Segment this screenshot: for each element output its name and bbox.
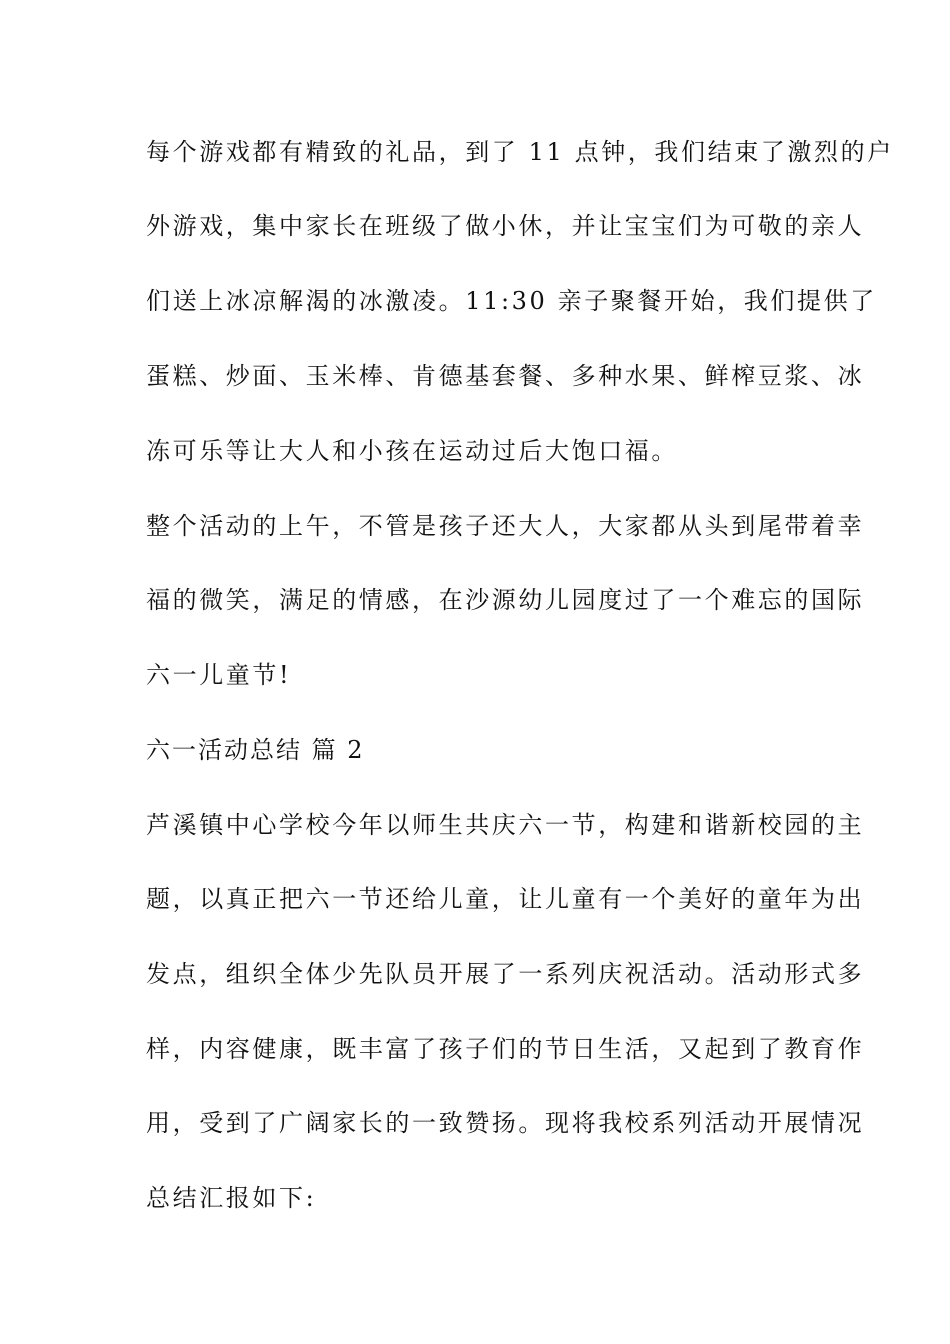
paragraph-1-line-4: 蛋糕、炒面、玉米棒、肯德基套餐、多种水果、鲜榨豆浆、冰 [146, 362, 865, 390]
paragraph-2-line-2: 福的微笑，满足的情感，在沙源幼儿园度过了一个难忘的国际 [146, 586, 865, 614]
paragraph-2-line-1: 整个活动的上午，不管是孩子还大人，大家都从头到尾带着幸 [146, 512, 865, 540]
paragraph-3-line-4: 样，内容健康，既丰富了孩子们的节日生活，又起到了教育作 [146, 1035, 865, 1063]
paragraph-1-line-5: 冻可乐等让大人和小孩在运动过后大饱口福。 [146, 437, 678, 465]
paragraph-3-line-2: 题，以真正把六一节还给儿童，让儿童有一个美好的童年为出 [146, 885, 865, 913]
paragraph-3-line-3: 发点，组织全体少先队员开展了一系列庆祝活动。活动形式多 [146, 960, 865, 988]
paragraph-1-line-1: 每个游戏都有精致的礼品，到了 11 点钟，我们结束了激烈的户 [146, 138, 894, 166]
paragraph-3-line-6: 总结汇报如下: [146, 1184, 317, 1212]
section-heading: 六一活动总结 篇 2 [146, 736, 365, 764]
paragraph-3-line-5: 用，受到了广阔家长的一致赞扬。现将我校系列活动开展情况 [146, 1109, 865, 1137]
paragraph-2-line-3: 六一儿童节! [146, 661, 292, 689]
paragraph-1-line-2: 外游戏，集中家长在班级了做小休，并让宝宝们为可敬的亲人 [146, 212, 865, 240]
paragraph-3-line-1: 芦溪镇中心学校今年以师生共庆六一节，构建和谐新校园的主 [146, 811, 865, 839]
paragraph-1-line-3: 们送上冰凉解渴的冰激凌。11:30 亲子聚餐开始，我们提供了 [146, 287, 877, 315]
